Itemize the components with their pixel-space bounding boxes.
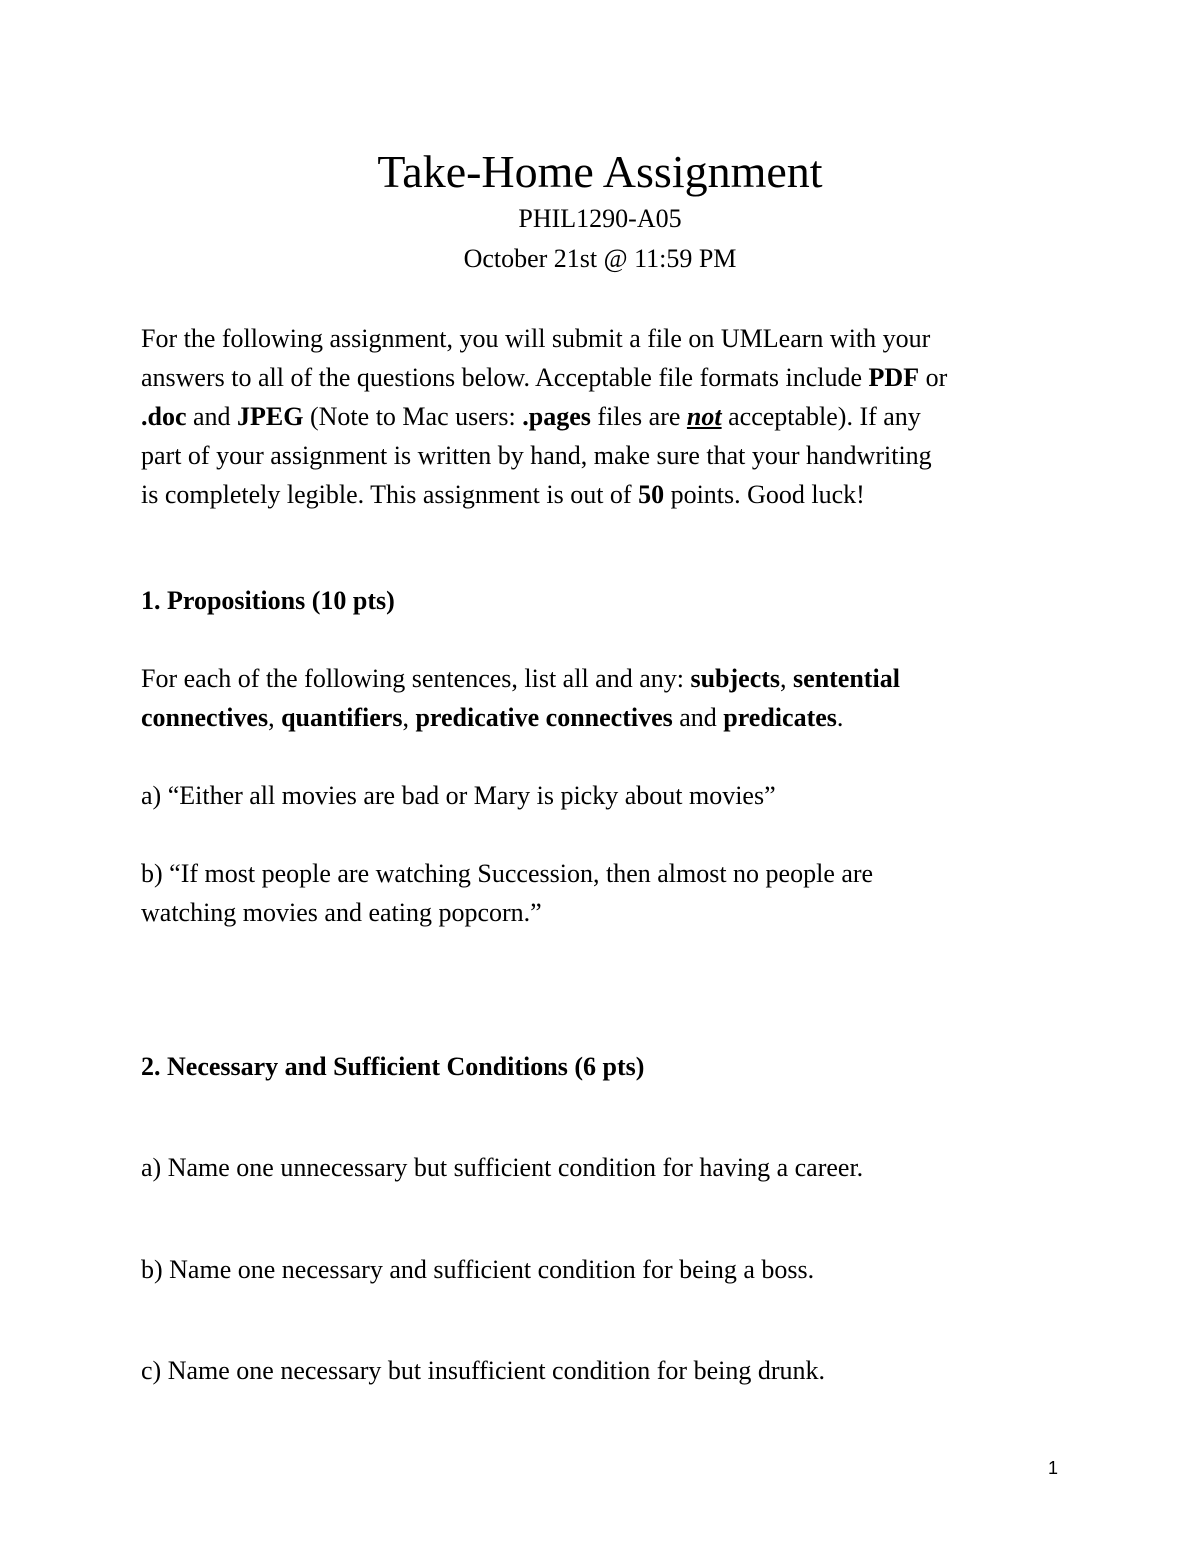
instr-text: and xyxy=(672,703,724,732)
instr-line-2 xyxy=(141,698,1081,737)
doc-format: .doc xyxy=(141,402,187,431)
question-1-heading: 1. Propositions (10 pts) xyxy=(141,586,395,615)
instr-line-1 xyxy=(141,659,1081,698)
intro-text: (Note to Mac users: xyxy=(303,402,523,431)
intro-line-1: For the following assignment, you will submit a file on UMLearn with your xyxy=(141,324,931,353)
due-date: October 21st @ 11:59 PM xyxy=(463,244,737,273)
question-2c: c) Name one necessary but insufficient condition for being drunk. xyxy=(141,1356,825,1385)
question-2b: b) Name one necessary and sufficient condition for being a boss. xyxy=(141,1255,815,1284)
total-points: 50 xyxy=(638,480,665,509)
term-quantifiers: quantifiers xyxy=(281,703,403,732)
instr-text: For each of the following sentences, list all and any: xyxy=(141,664,691,693)
term-predicates: predicates xyxy=(723,703,837,732)
instr-text: , xyxy=(402,703,416,732)
intro-line-3 xyxy=(141,397,1081,436)
intro-line-2 xyxy=(141,358,1081,397)
intro-line-5 xyxy=(141,475,1081,514)
intro-text: points. Good luck! xyxy=(664,480,865,509)
intro-text: acceptable). If any xyxy=(721,402,921,431)
pdf-format: PDF xyxy=(868,363,920,392)
intro-text: files are xyxy=(590,402,687,431)
intro-text: answers to all of the questions below. Acceptable file formats include xyxy=(141,363,869,392)
question-1b xyxy=(141,854,1081,932)
question-1b-line-1: b) “If most people are watching Succession, then almost no people are xyxy=(141,859,874,888)
term-connectives: connectives xyxy=(141,703,269,732)
intro-text: is completely legible. This assignment is out of xyxy=(141,480,639,509)
not-emphasis: not xyxy=(686,402,722,431)
question-2-heading: 2. Necessary and Sufficient Conditions (6 pts) xyxy=(141,1052,645,1081)
instr-text: , xyxy=(780,664,794,693)
term-subjects: subjects xyxy=(690,664,781,693)
intro-text: or xyxy=(919,363,948,392)
intro-line-4: part of your assignment is written by hand, make sure that your handwriting xyxy=(141,441,932,470)
term-sentential: sentential xyxy=(793,664,900,693)
question-1a: a) “Either all movies are bad or Mary is picky about movies” xyxy=(141,781,776,810)
intro-text: and xyxy=(186,402,238,431)
question-1b-line-2: watching movies and eating popcorn.” xyxy=(141,898,542,927)
question-2a: a) Name one unnecessary but sufficient condition for having a career. xyxy=(141,1153,864,1182)
jpeg-format: JPEG xyxy=(237,402,304,431)
instr-text: . xyxy=(836,703,844,732)
pages-format: .pages xyxy=(522,402,591,431)
question-1-instructions xyxy=(141,659,1081,737)
page-number: 1 xyxy=(1047,1458,1058,1478)
instr-text: , xyxy=(268,703,282,732)
course-code: PHIL1290-A05 xyxy=(518,204,682,233)
intro-paragraph xyxy=(141,319,1081,514)
page-title: Take-Home Assignment xyxy=(377,146,823,197)
term-predicative-connectives: predicative connectives xyxy=(415,703,673,732)
